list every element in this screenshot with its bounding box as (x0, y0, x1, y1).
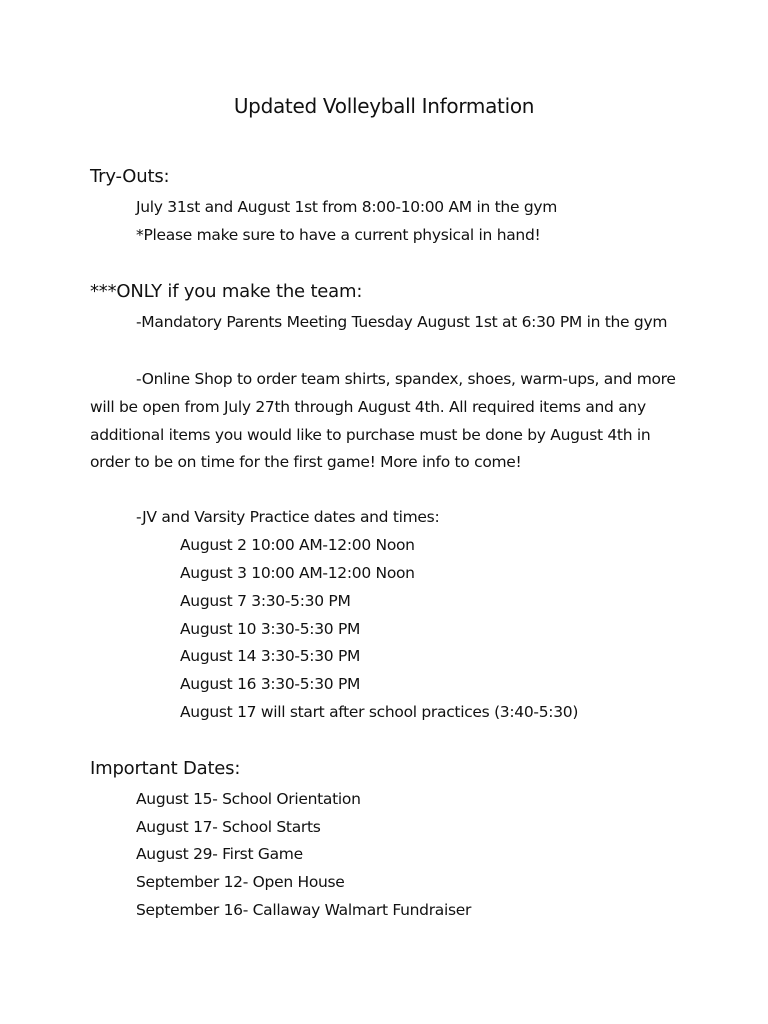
practice-item: August 10 3:30-5:30 PM (180, 620, 361, 638)
important-date-item: August 15- School Orientation (136, 790, 361, 808)
online-shop-paragraph: -Online Shop to order team shirts, spandex, shoes, warm-ups, and more will be open from July 27th through August 4th. All required items and any additional items you would like to purchase must be done by August 4th in order to be on time for the first game! More info to come! (90, 370, 676, 472)
important-date-item: August 29- First Game (136, 845, 303, 863)
tryouts-heading: Try-Outs: (90, 166, 170, 187)
practice-item: August 3 10:00 AM-12:00 Noon (180, 564, 415, 582)
practice-item: August 14 3:30-5:30 PM (180, 647, 361, 665)
practice-item: August 17 will start after school practices (3:40-5:30) (180, 703, 579, 721)
page-title: Updated Volleyball Information (233, 94, 535, 118)
important-dates-heading: Important Dates: (90, 758, 241, 779)
practice-item: August 7 3:30-5:30 PM (180, 592, 351, 610)
tryouts-line: *Please make sure to have a current physical in hand! (136, 226, 541, 244)
important-date-item: September 16- Callaway Walmart Fundraiser (136, 901, 472, 919)
team-heading: ***ONLY if you make the team: (90, 281, 363, 302)
practice-item: August 2 10:00 AM-12:00 Noon (180, 536, 415, 554)
tryouts-line: July 31st and August 1st from 8:00-10:00 AM in the gym (136, 198, 558, 216)
practice-item: August 16 3:30-5:30 PM (180, 675, 361, 693)
parents-meeting-line: -Mandatory Parents Meeting Tuesday August 1st at 6:30 PM in the gym (136, 313, 668, 331)
important-date-item: September 12- Open House (136, 873, 345, 891)
important-date-item: August 17- School Starts (136, 818, 321, 836)
practice-heading: -JV and Varsity Practice dates and times: (136, 508, 440, 526)
